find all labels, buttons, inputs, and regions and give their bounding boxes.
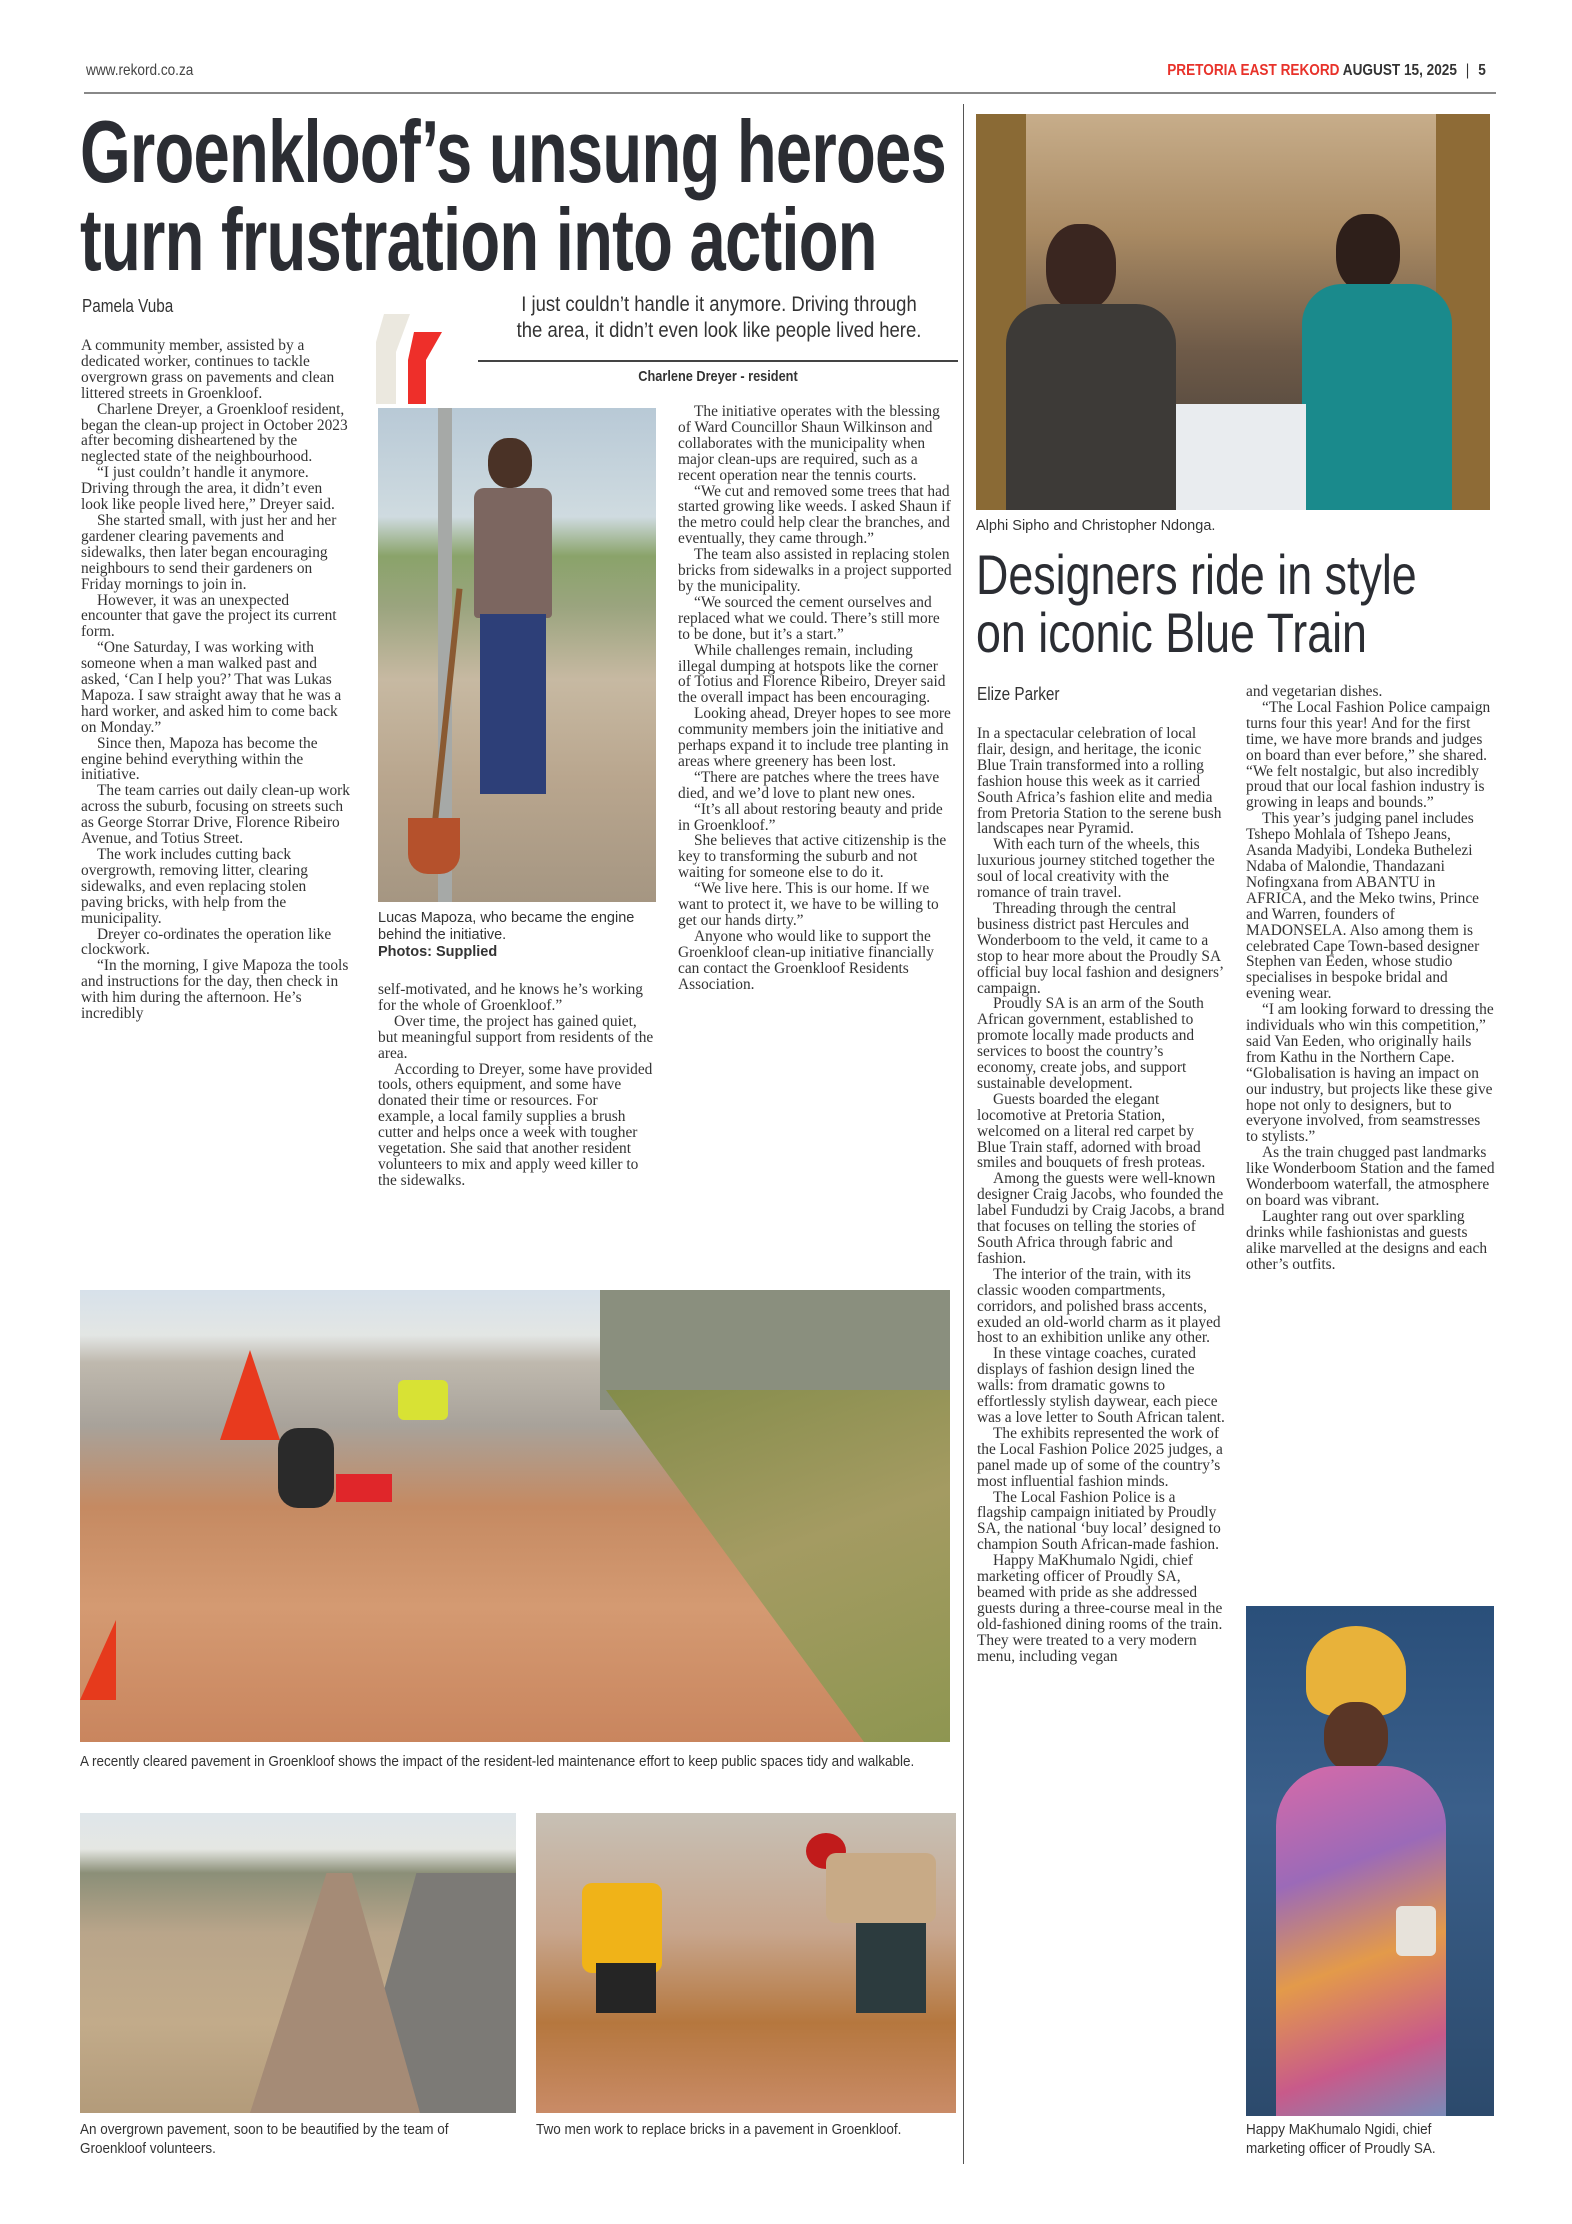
- photo-worker2-shirt: [826, 1853, 936, 1923]
- page-number: 5: [1478, 62, 1486, 79]
- story2-headline: Designers ride in style on iconic Blue Train: [976, 543, 1417, 664]
- story2-column-2: and vegetarian dishes. “The Local Fashion Police campaign turns four this year! And for the first time, we have more brands and judges on board than ever before,” she shared. “We felt nostalgic, but also incredibly proud that our local fashion industry is growing in leaps and bounds.” This year’s judging panel includes Tshepo Mohlala of Tshepo Jeans, Asanda Madyibi, Londeka Buthelezi Ndaba of Malondie, Thandazani Nofingxana from ABANTU in AFRICA, and the Meko twins, Prince and Warren, founders of MADONSELA. Also among them is celebrated Cape Town-based designer Stephen van Eeden, whose studio specialises in bespoke bridal and evening wear. “I am looking forward to dressing the individuals who win this competition,” said Van Eeden, who originally hails from Kathu in the Northern Cape. “Globalisation is having an impact on our industry, but projects like these give hope not only to designers, but to everyone involved, from seamstresses to stylists.” As the train chugged past landmarks like Wonderboom Station and the famed Wonderboom waterfall, the atmosphere on board was vibrant. Laughter rang out over sparkling drinks while fashionistas and guests alike marvelled at the designs and each other’s outfits.: [1246, 683, 1495, 1273]
- photo-worker1-shirt: [582, 1883, 662, 1973]
- photo-spade-blade: [408, 818, 460, 874]
- story1-column-3: The initiative operates with the blessing of Ward Councillor Shaun Wilkinson and collaborates with the municipality when major clean-ups are required, such as a recent operation near the tennis courts. “We cut and removed some trees that had started growing like weeds. I asked Shaun if the metro could help clear the branches, and eventually, they came through.” The team also assisted in replacing stolen bricks from sidewalks in a project supported by the municipality. “We sourced the cement ourselves and replaced what we could. There’s still more to be done, but it’s a start.” While challenges remain, including illegal dumping at hotspots like the corner of Totius and Florence Ribeiro, Dreyer said the overall impact has been encouraging. Looking ahead, Dreyer hopes to see more community members join the initiative and perhaps expand it to include tree planting in areas where greenery has been lost. “There are patches where the trees have died, and we’d love to plant new ones. “It’s all about restoring beauty and pride in Groenkloof.” She believes that active citizenship is the key to transforming the suburb and not waiting for someone else to do it. “We live here. This is our home. If we want to protect it, we have to be willing to get our hands dirty.” Anyone who would like to support the Groenkloof clean-up initiative financially can contact the Groenkloof Residents Association.: [678, 403, 952, 993]
- photo-alphi-caption: Alphi Sipho and Christopher Ndonga.: [976, 518, 1216, 534]
- separator: |: [1466, 62, 1470, 79]
- photo-person-head: [488, 438, 532, 488]
- website-url[interactable]: www.rekord.co.za: [86, 62, 194, 79]
- photo-person-jeans: [480, 614, 546, 794]
- photo-lucas-mapoza: [378, 408, 656, 902]
- photo-alphi-christopher: [976, 114, 1490, 510]
- photo-ngidi-caption: Happy MaKhumalo Ngidi, chief marketing officer of Proudly SA.: [1246, 2121, 1436, 2157]
- issue-date: AUGUST 15, 2025: [1342, 62, 1458, 79]
- pull-quote-attribution: Charlene Dreyer - resident: [638, 368, 798, 385]
- photo-man1-head: [1046, 224, 1116, 310]
- pull-quote-rule: [478, 360, 958, 362]
- photo-worker1-trousers: [596, 1963, 656, 2013]
- photo-red-crate: [336, 1474, 392, 1502]
- story1-column-1: A community member, assisted by a dedicated worker, continues to tackle overgrown grass on pavements and clean littered streets in Groenkloof. Charlene Dreyer, a Groenkloof resident, began the clean-up project in October 2023 after becoming disheartened by the neglected state of the neighbourhood. “I just couldn’t handle it anymore. Driving through the area, it didn’t even look like people lived here,” Dreyer said. She started small, with just her and her gardener clearing pavements and sidewalks, then later began encouraging neighbours to send their gardeners on Friday mornings to join in. However, it was an unexpected encounter that gave the project its current form. “One Saturday, I was working with someone when a man walked past and asked, ‘Can I help you?’ That was Lukas Mapoza. I saw straight away that he was a hard worker, and asked him to come back on Monday.” Since then, Mapoza has become the engine behind everything within the initiative. The team carries out daily clean-up work across the suburb, focusing on streets such as George Storrar Drive, Florence Ribeiro Avenue, and Totius Street. The work includes cutting back overgrowth, removing litter, clearing sidewalks, and even replacing stolen paving bricks, with help from the municipality. Dreyer co-ordinates the operation like clockwork. “In the morning, I give Mapoza the tools and instructions for the day, then check in with him during the afternoon. He’s incredibly: [81, 337, 350, 1023]
- quote-mark-icon: [376, 298, 446, 404]
- photo-bricks-caption: Two men work to replace bricks in a pavement in Groenkloof.: [536, 2121, 902, 2138]
- photo-mapoza-caption: Lucas Mapoza, who became the engine behind the initiative. Photos: Supplied: [378, 910, 635, 960]
- photo-cone-edge: [80, 1620, 116, 1700]
- photo-overgrown-caption: An overgrown pavement, soon to be beautified by the team of Groenkloof volunteers.: [80, 2121, 449, 2157]
- story2-column-1: In a spectacular celebration of local flair, design, and heritage, the iconic Blue Train transformed into a rolling fashion house this week as it carried South Africa’s fashion elite and media from Pretoria Station to the serene bush landscapes near Pyramid. With each turn of the wheels, this luxurious journey stitched together the soul of local creativity with the romance of train travel. Threading through the central business district past Hercules and Wonderboom to the veld, it came to a stop to hear more about the Proudly SA official buy local fashion and designers’ campaign. Proudly SA is an arm of the South African government, established to promote locally made products and services to boost the country’s economy, create jobs, and support sustainable development. Guests boarded the elegant locomotive at Pretoria Station, welcomed on a literal red carpet by Blue Train staff, adorned with broad smiles and bouquets of fresh proteas. Among the guests were well-known designer Craig Jacobs, who founded the label Fundudzi by Craig Jacobs, a brand that focuses on telling the stories of South Africa through fabric and fashion. The interior of the train, with its classic wooden compartments, corridors, and polished brass accents, exuded an old-world charm as it played host to an exhibition unlike any other. In these vintage coaches, curated displays of fashion design lined the walls: from dramatic gowns to effortlessly stylish daywear, each piece was a love letter to South African talent. The exhibits represented the work of the Local Fashion Police 2025 judges, a panel made up of some of the country’s most influential fashion minds. The Local Fashion Police is a flagship campaign initiated by Proudly SA, the national ‘buy local’ designed to champion South African-made fashion. Happy MaKhumalo Ngidi, chief marketing officer of Proudly SA, beamed with pride as she addressed guests during a three-course meal in the old-fashioned dining rooms of the train. They were treated to a very modern menu, including vegan: [977, 725, 1225, 1665]
- photo-person-shirt: [474, 488, 552, 618]
- photo-man1-jacket: [1006, 304, 1176, 510]
- story1-column-2: self-motivated, and he knows he’s working for the whole of Groenkloof.” Over time, the project has gained quiet, but meaningful support from residents of the area. According to Dreyer, some have provided tools, others equipment, and some have donated their time or resources. For example, a local family supplies a brush cutter and helps once a week with tougher vegetation. She said that another resident volunteers to mix and apply weed killer to the sidewalks.: [378, 981, 654, 1189]
- photo-worker2-trousers: [856, 1923, 926, 2013]
- photo-traffic-cone: [220, 1350, 280, 1440]
- photo-worker-vest: [398, 1380, 448, 1420]
- header-divider: [84, 92, 1496, 94]
- publication-name: PRETORIA EAST REKORD: [1167, 62, 1340, 79]
- photo-face: [1324, 1702, 1388, 1772]
- story2-byline: Elize Parker: [977, 684, 1060, 704]
- photo-grass: [520, 1390, 950, 1742]
- photo-pavement-caption: A recently cleared pavement in Groenkloof shows the impact of the resident-led maintenance effort to keep public spaces tidy and walkable.: [80, 1753, 915, 1770]
- photo-man2-head: [1336, 214, 1400, 292]
- pull-quote: I just couldn’t handle it anymore. Driving through the area, it didn’t even look like people lived here.: [516, 293, 922, 342]
- photo-handbag: [1396, 1906, 1436, 1956]
- story1-byline: Pamela Vuba: [82, 296, 174, 316]
- photo-man2-shirt: [1302, 284, 1452, 510]
- photo-happy-ngidi: [1246, 1606, 1494, 2116]
- photo-overgrown-pavement: [80, 1813, 516, 2113]
- story1-headline: Groenkloof’s unsung heroes turn frustration into action: [80, 102, 946, 289]
- photo-bin-bag: [278, 1428, 334, 1508]
- column-divider: [963, 104, 964, 2164]
- photo-tablecloth: [1176, 404, 1306, 510]
- photo-brick-replacement: [536, 1813, 956, 2113]
- photo-cleared-pavement: [80, 1290, 950, 1742]
- masthead-info: [1167, 62, 1486, 80]
